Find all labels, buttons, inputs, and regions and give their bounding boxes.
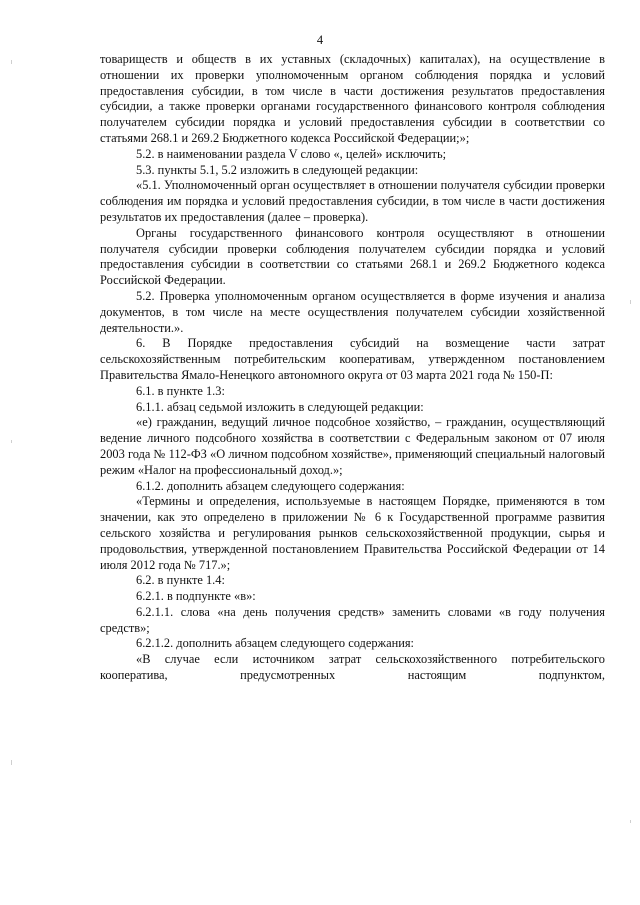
paragraph: 6.2.1.2. дополнить абзацем следующего содержания: xyxy=(136,636,414,651)
scan-edge-mark xyxy=(11,440,12,443)
paragraph: Органы государственного финансового контроля осуществляют в отношении получателя субсидии проверки соблюдения получателем субсидии порядка и условий предоставления субсидии в соответствии со статьями 268.1 и 269.2 Бюджетного кодекса Российской Федерации. xyxy=(100,225,605,288)
paragraph: 5.2. в наименовании раздела V слово «, целей» исключить; xyxy=(136,146,447,161)
paragraph: товариществ и обществ в их уставных (складочных) капиталах), на осуществление в отношении их проверки уполномоченным органом соблюдения порядка и условий предоставления субсидии, в том числе в части достижения результатов предоставления субсидии, а также проверки органами государственного финансового контроля соблюдения получателем субсидии порядка и условий предоставления субсидии в соответствии со статьями 268.1 и 269.2 Бюджетного кодекса Российской Федерации;»; xyxy=(100,52,605,145)
paragraph: «5.1. Уполномоченный орган осуществляет в отношении получателя субсидии проверки соблюдения им порядка и условий предоставления субсидии, в том числе в части достижения результатов их предоставления (далее – проверка). xyxy=(100,178,605,224)
scan-edge-mark xyxy=(630,300,631,304)
paragraph: 6.1. в пункте 1.3: xyxy=(136,383,225,398)
paragraph: «е) гражданин, ведущий личное подсобное хозяйство, – гражданин, осуществляющий ведение личного подсобного хозяйства в соответствии с Федеральным законом от 07 июля 2003 года № 112-ФЗ «О личном подсобном хозяйстве», применяющий специальный налоговый режим «Налог на профессиональный доход.»; xyxy=(100,415,605,477)
paragraph: 5.2. Проверка уполномоченным органом осуществляется в форме изучения и анализа документов, в том числе на месте осуществления получателем субсидии хозяйственной деятельности.». xyxy=(100,288,605,335)
scan-edge-mark xyxy=(11,760,12,765)
paragraph: 6.1.1. абзац седьмой изложить в следующей редакции: xyxy=(136,399,424,414)
paragraph: 5.3. пункты 5.1, 5.2 изложить в следующей редакции: xyxy=(136,162,419,177)
scan-edge-mark xyxy=(11,60,12,64)
document-body xyxy=(100,52,605,684)
paragraph: 6. В Порядке предоставления субсидий на возмещение части затрат сельскохозяйственным потребительским кооперативам, утвержденном постановлением Правительства Ямало-Ненецкого автономного округа от 03 марта 2021 года № 150-П: xyxy=(100,336,605,382)
scan-edge-mark xyxy=(630,820,631,823)
paragraph: «В случае если источником затрат сельскохозяйственного потребительского кооператива, предусмотренных настоящим подпунктом, xyxy=(100,652,605,683)
paragraph: 6.2. в пункте 1.4: xyxy=(136,573,225,588)
page-number: 4 xyxy=(316,33,324,47)
paragraph: «Термины и определения, используемые в настоящем Порядке, применяются в том значении, как это определено в приложении № 6 к Государственной программе развития сельского хозяйства и регулирования рынков сельскохозяйственной продукции, сырья и продовольствия, утвержденной постановлением Правительства Российской Федерации от 14 июля 2012 года № 717.»; xyxy=(100,494,605,572)
paragraph: 6.2.1. в подпункте «в»: xyxy=(136,589,256,604)
paragraph: 6.2.1.1. слова «на день получения средств» заменить словами «в году получения средств»; xyxy=(100,604,605,635)
paragraph: 6.1.2. дополнить абзацем следующего содержания: xyxy=(136,478,405,493)
